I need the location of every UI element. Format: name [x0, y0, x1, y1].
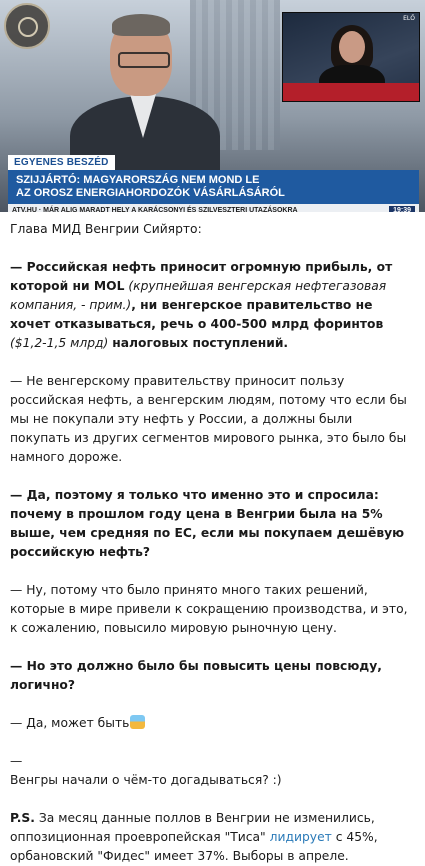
answer-2: — Ну, потому что было принято много таких решений, которые в мире привели к сокращению производства, и это, к сожалению, повысило мировую рыночную цену.: [10, 583, 408, 635]
channel-logo-icon: [4, 3, 50, 49]
postscript: P.S. За месяц данные поллов в Венгрии не изменились, оппозиционная проевропейская "Тиса" лидирует с 45%, орбановский "Фидес" имеет 37%. Выборы в апреле.: [10, 811, 378, 863]
headline-line-1: SZIJJÁRTÓ: MAGYARORSZÁG NEM MOND LE: [16, 174, 260, 186]
closing-line: Венгры начали о чём-то догадываться? :): [10, 773, 282, 787]
question-3: — Но это должно было бы повысить цены повсюду, логично?: [10, 659, 382, 692]
ticker-text: ATV.HU · MÁR ALIG MARADT HELY A KARÁCSONYI ÉS SZILVESZTERI UTAZÁSOKRA: [12, 207, 298, 212]
news-ticker: [8, 204, 419, 212]
speaker-figure: [70, 8, 220, 168]
question-2: — Да, поэтому я только что именно это и спросила: почему в прошлом году цена в Венгрии была на 5% выше, чем средняя по ЕС, если мы покупаем дешёвую российскую нефть?: [10, 488, 405, 559]
lower-third: [8, 150, 419, 212]
anchor-inset: [282, 12, 420, 102]
divider-dash: —: [10, 754, 23, 768]
question-1: — Российская нефть приносит огромную прибыль, от которой ни MOL (крупнейшая венгерская нефтегазовая компания, - прим.), ни венгерское правительство не хочет отказываться, речь о 400-500 млрд форинтов ($1,2-1,5 млрд) налоговых поступлений.: [10, 260, 393, 350]
answer-3: — Да, может быть: [10, 714, 415, 733]
ps-link[interactable]: лидирует: [269, 830, 332, 844]
headline-line-2: AZ OROSZ ENERGIAHORDOZÓK VÁSÁRLÁSÁRÓL: [16, 187, 285, 199]
post-intro: Глава МИД Венгрии Сийярто:: [10, 222, 202, 236]
program-tag: EGYENES BESZÉD: [8, 155, 115, 170]
person-shrugging-emoji-icon: [130, 715, 145, 729]
ticker-time: 19:39: [389, 206, 415, 212]
answer-1: — Не венгерскому правительству приносит пользу российская нефть, а венгерским людям, потому что если бы мы не покупали эту нефть у России, а должны были покупать из других сегментов мирового рынка, это было бы намного дороже.: [10, 374, 407, 464]
post-body: [0, 212, 425, 866]
news-headline: [8, 170, 419, 204]
news-video-frame[interactable]: [0, 0, 425, 212]
pip-label: ELŐ: [403, 15, 415, 22]
